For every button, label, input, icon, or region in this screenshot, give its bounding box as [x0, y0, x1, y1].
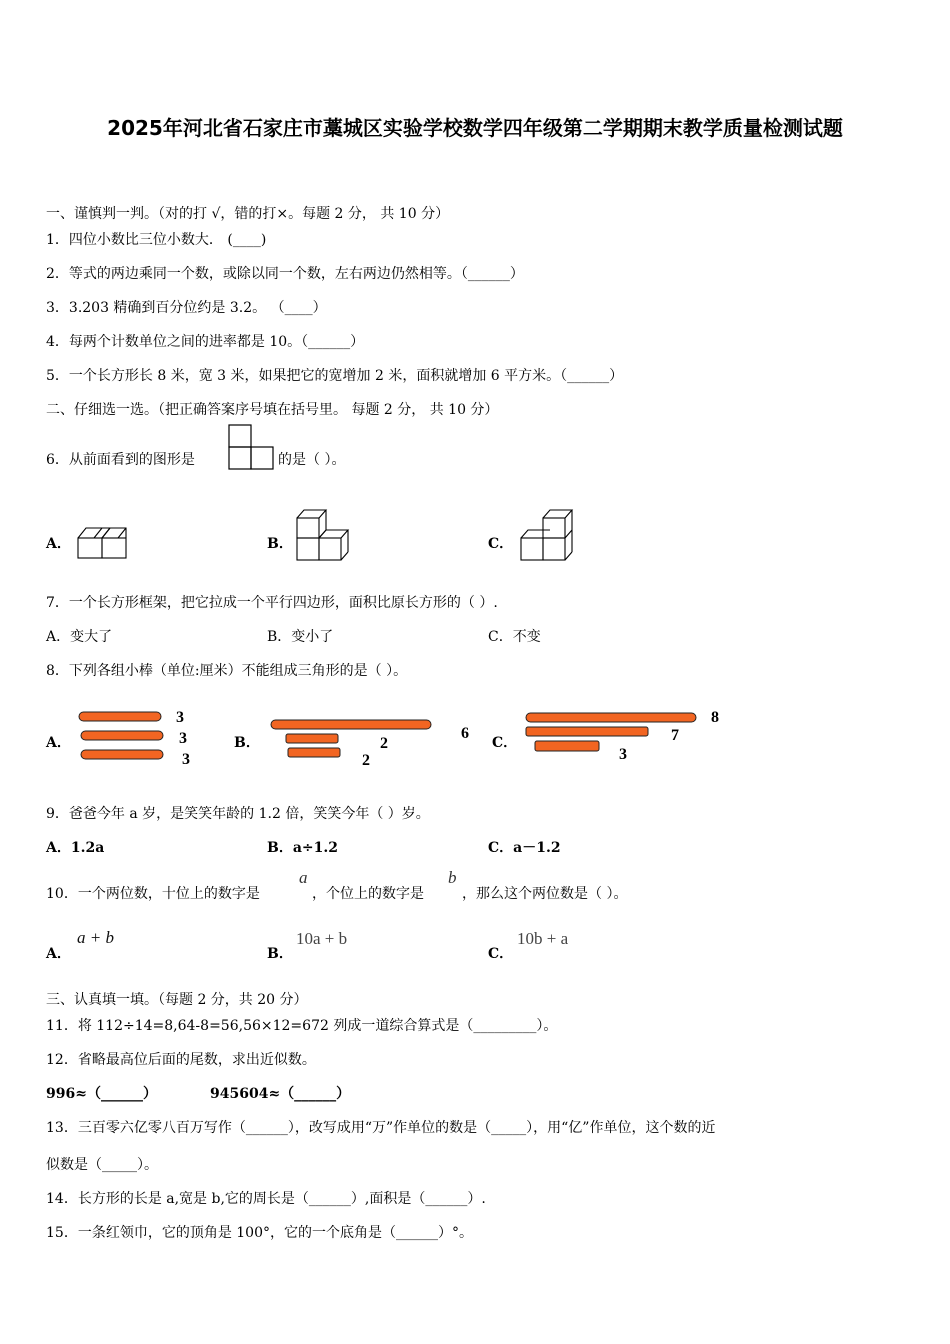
q9-option-c[interactable]: C．a－1.2: [488, 840, 561, 856]
q8-c-label-3: 3: [619, 746, 627, 763]
question-11: 11．将 112÷14=8,64-8=56,56×12=672 列成一道综合算式是（_________）。: [46, 1018, 558, 1034]
q8-a-label-3: 3: [182, 751, 190, 768]
q8-b-label-3: 2: [362, 752, 370, 769]
question-6-stem: 6．从前面看到的图形是: [46, 452, 195, 468]
section-3-heading: 三、认真填一填。（每题 2 分，共 20 分）: [46, 992, 308, 1008]
question-6-stem-end: 的是（ ）。: [278, 452, 346, 468]
q10-var-a: a: [299, 868, 308, 887]
q8-a-stick-1: [79, 712, 161, 721]
q9-option-b[interactable]: B．a÷1.2: [267, 840, 338, 856]
question-10-part-3: ，那么这个两位数是（ ）。: [462, 886, 628, 902]
q6-option-a[interactable]: A．: [46, 536, 71, 552]
q8-option-b[interactable]: B．: [234, 735, 260, 751]
section-2-heading: 二、仔细选一选。（把正确答案序号填在括号里。 每题 2 分， 共 10 分）: [46, 402, 499, 418]
q10-option-b[interactable]: B．: [267, 946, 293, 962]
front-view-figure: [228, 424, 274, 470]
q8-c-stick-1: [526, 713, 696, 722]
q12-part-b: 945604≈（______）: [210, 1086, 351, 1102]
q8-c-stick-2: [526, 727, 648, 736]
q8-c-label-1: 8: [711, 709, 719, 726]
section-1-heading: 一、谨慎判一判。（对的打 √，错的打×。每题 2 分， 共 10 分）: [46, 206, 450, 222]
q8-a-label-2: 3: [179, 730, 187, 747]
q6-option-a-cubes: [77, 520, 129, 560]
q9-option-a[interactable]: A．1.2a: [46, 840, 105, 856]
q8-option-c[interactable]: C．: [492, 735, 518, 751]
q10-expr-a: a + b: [77, 928, 114, 947]
q12-part-a: 996≈（______）: [46, 1086, 157, 1102]
q10-option-a[interactable]: A．: [46, 946, 71, 962]
q8-option-b-sticks: [268, 716, 478, 768]
q6-option-c[interactable]: C．: [488, 536, 514, 552]
question-13-line-1: 13．三百零六亿零八百万写作（______），改写成用“万”作单位的数是（_____），用“亿”作单位，这个数的近: [46, 1120, 716, 1136]
q8-b-stick-1: [271, 720, 431, 729]
q8-b-stick-2: [286, 734, 338, 743]
q8-b-label-2: 2: [380, 735, 388, 752]
question-10-part-2: ，个位上的数字是: [312, 886, 424, 902]
q10-var-b: b: [448, 868, 457, 887]
question-1: 1．四位小数比三位小数大． (____): [46, 232, 267, 248]
q8-a-stick-3: [81, 750, 163, 759]
question-15: 15．一条红领巾，它的顶角是 100°，它的一个底角是（______）°。: [46, 1225, 473, 1241]
q8-a-stick-2: [81, 731, 163, 740]
q8-option-c-sticks: [523, 706, 733, 766]
q8-a-label-1: 3: [176, 709, 184, 726]
q8-b-label-1: 6: [461, 725, 469, 742]
q8-b-stick-3: [288, 748, 340, 757]
q7-option-c[interactable]: C．不变: [488, 629, 541, 645]
q7-option-a[interactable]: A．变大了: [46, 629, 113, 645]
question-8-stem: 8．下列各组小棒（单位:厘米）不能组成三角形的是（ ）。: [46, 663, 408, 679]
question-13-line-2: 似数是（_____）。: [46, 1157, 158, 1173]
question-7-stem: 7．一个长方形框架，把它拉成一个平行四边形，面积比原长方形的（ ）.: [46, 595, 498, 611]
q6-option-b-cubes: [296, 508, 348, 562]
page-title: 2025年河北省石家庄市藁城区实验学校数学四年级第二学期期末教学质量检测试题: [107, 116, 843, 140]
q8-c-stick-3: [535, 741, 599, 751]
question-5: 5．一个长方形长 8 米，宽 3 米，如果把它的宽增加 2 米，面积就增加 6 平方米。（______）: [46, 368, 624, 384]
q8-option-a[interactable]: A．: [46, 735, 71, 751]
question-3: 3．3.203 精确到百分位约是 3.2。 （____）: [46, 300, 327, 316]
question-14: 14．长方形的长是 a,宽是 b,它的周长是（______）,面积是（______）.: [46, 1191, 486, 1207]
q6-option-c-cubes: [520, 508, 574, 562]
q10-option-c[interactable]: C．: [488, 946, 514, 962]
q8-c-label-2: 7: [671, 727, 679, 744]
question-4: 4．每两个计数单位之间的进率都是 10。（______）: [46, 334, 365, 350]
q10-expr-c: 10b + a: [517, 929, 569, 948]
q10-expr-b: 10a + b: [296, 929, 348, 948]
q8-option-a-sticks: [76, 706, 196, 766]
question-2: 2．等式的两边乘同一个数，或除以同一个数，左右两边仍然相等。（______）: [46, 266, 524, 282]
question-10-part-1: 10．一个两位数，十位上的数字是: [46, 886, 260, 902]
question-12-stem: 12．省略最高位后面的尾数，求出近似数。: [46, 1052, 316, 1068]
q6-option-b[interactable]: B．: [267, 536, 293, 552]
q7-option-b[interactable]: B．变小了: [267, 629, 334, 645]
question-9-stem: 9．爸爸今年 a 岁，是笑笑年龄的 1.2 倍，笑笑今年（ ）岁。: [46, 806, 430, 822]
